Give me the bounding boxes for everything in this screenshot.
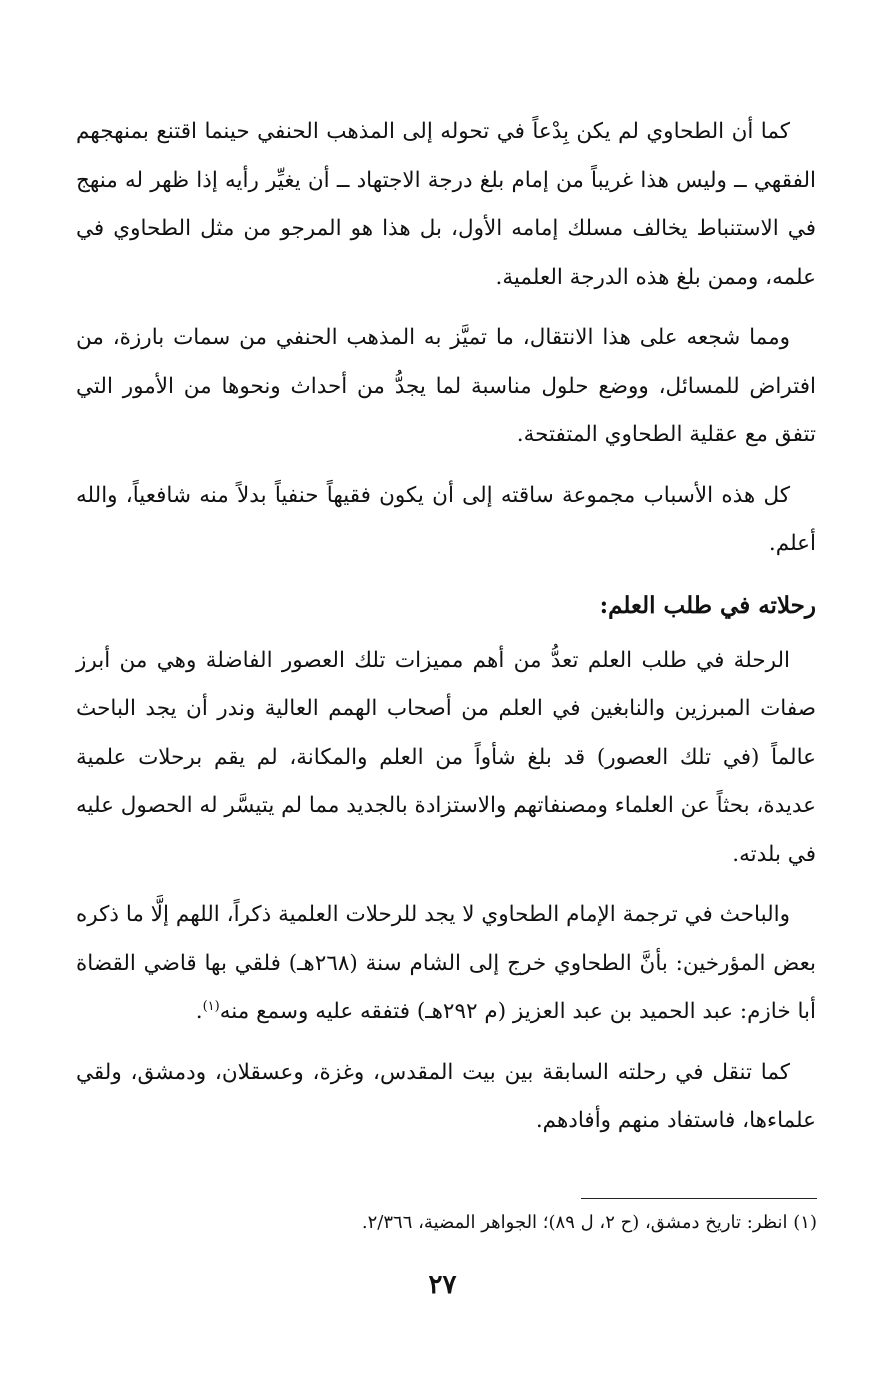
paragraph-5: [76, 891, 816, 1037]
paragraph-3: كل هذه الأسباب مجموعة ساقته إلى أن يكون فقيهاً حنفياً بدلاً منه شافعياً، والله أعلم.: [76, 482, 816, 556]
footnote-divider: [581, 1198, 817, 1199]
paragraph-5-end: .: [195, 999, 203, 1024]
page-body: [76, 108, 816, 1158]
paragraph-5-text: والباحث في ترجمة الإمام الطحاوي لا يجد للرحلات العلمية ذكراً، اللهم إلَّا ما ذكره بعض المؤرخين: بأنَّ الطحاوي خرج إلى الشام سنة (٢٦٨هـ) فلقي بها قاضي القضاة أبا خازم: عبد الحميد بن عبد العزيز (م ٢٩٢هـ) فتفقه عليه وسمع منه: [76, 902, 816, 1024]
page-number: ٢٧: [428, 1270, 457, 1300]
footnote-reference[interactable]: (١): [202, 998, 220, 1014]
paragraph-4: الرحلة في طلب العلم تعدُّ من أهم مميزات تلك العصور الفاضلة وهي من أبرز صفات المبرزين والنابغين في العلم من أصحاب الهمم العالية وندر أن يجد الباحث عالماً (في تلك العصور) قد بلغ شأواً من العلم والمكانة، لم يقم برحلات علمية عديدة، بحثاً عن العلماء ومصنفاتهم والاستزادة بالجديد مما لم يتيسَّر له الحصول عليه في بلدته.: [76, 647, 816, 867]
footnote: (١) انظر: تاريخ دمشق، (ح ٢، ل ٨٩)؛ الجواهر المضية، ٢/٣٦٦.: [361, 1212, 817, 1233]
paragraph-6: كما تنقل في رحلته السابقة بين بيت المقدس، وغزة، وعسقلان، ودمشق، ولقي علماءها، فاستفاد منهم وأفادهم.: [76, 1059, 816, 1133]
paragraph-1: كما أن الطحاوي لم يكن بِدْعاً في تحوله إلى المذهب الحنفي حينما اقتنع بمنهجهم الفقهي ــ وليس هذا غريباً من إمام بلغ درجة الاجتهاد ــ أن يغيِّر رأيه إذا ظهر له منهج في الاستنباط يخالف مسلك إمامه الأول، بل هذا هو المرجو من مثل الطحاوي في علمه، وممن بلغ هذه الدرجة العلمية.: [76, 119, 816, 290]
paragraph-2: ومما شجعه على هذا الانتقال، ما تميَّز به المذهب الحنفي من سمات بارزة، من افتراض للمسائل، ووضع حلول مناسبة لما يجدُّ من أحداث ونحوها من الأمور التي تتفق مع عقلية الطحاوي المتفتحة.: [76, 325, 816, 447]
section-heading: رحلاته في طلب العلم:: [599, 591, 816, 619]
